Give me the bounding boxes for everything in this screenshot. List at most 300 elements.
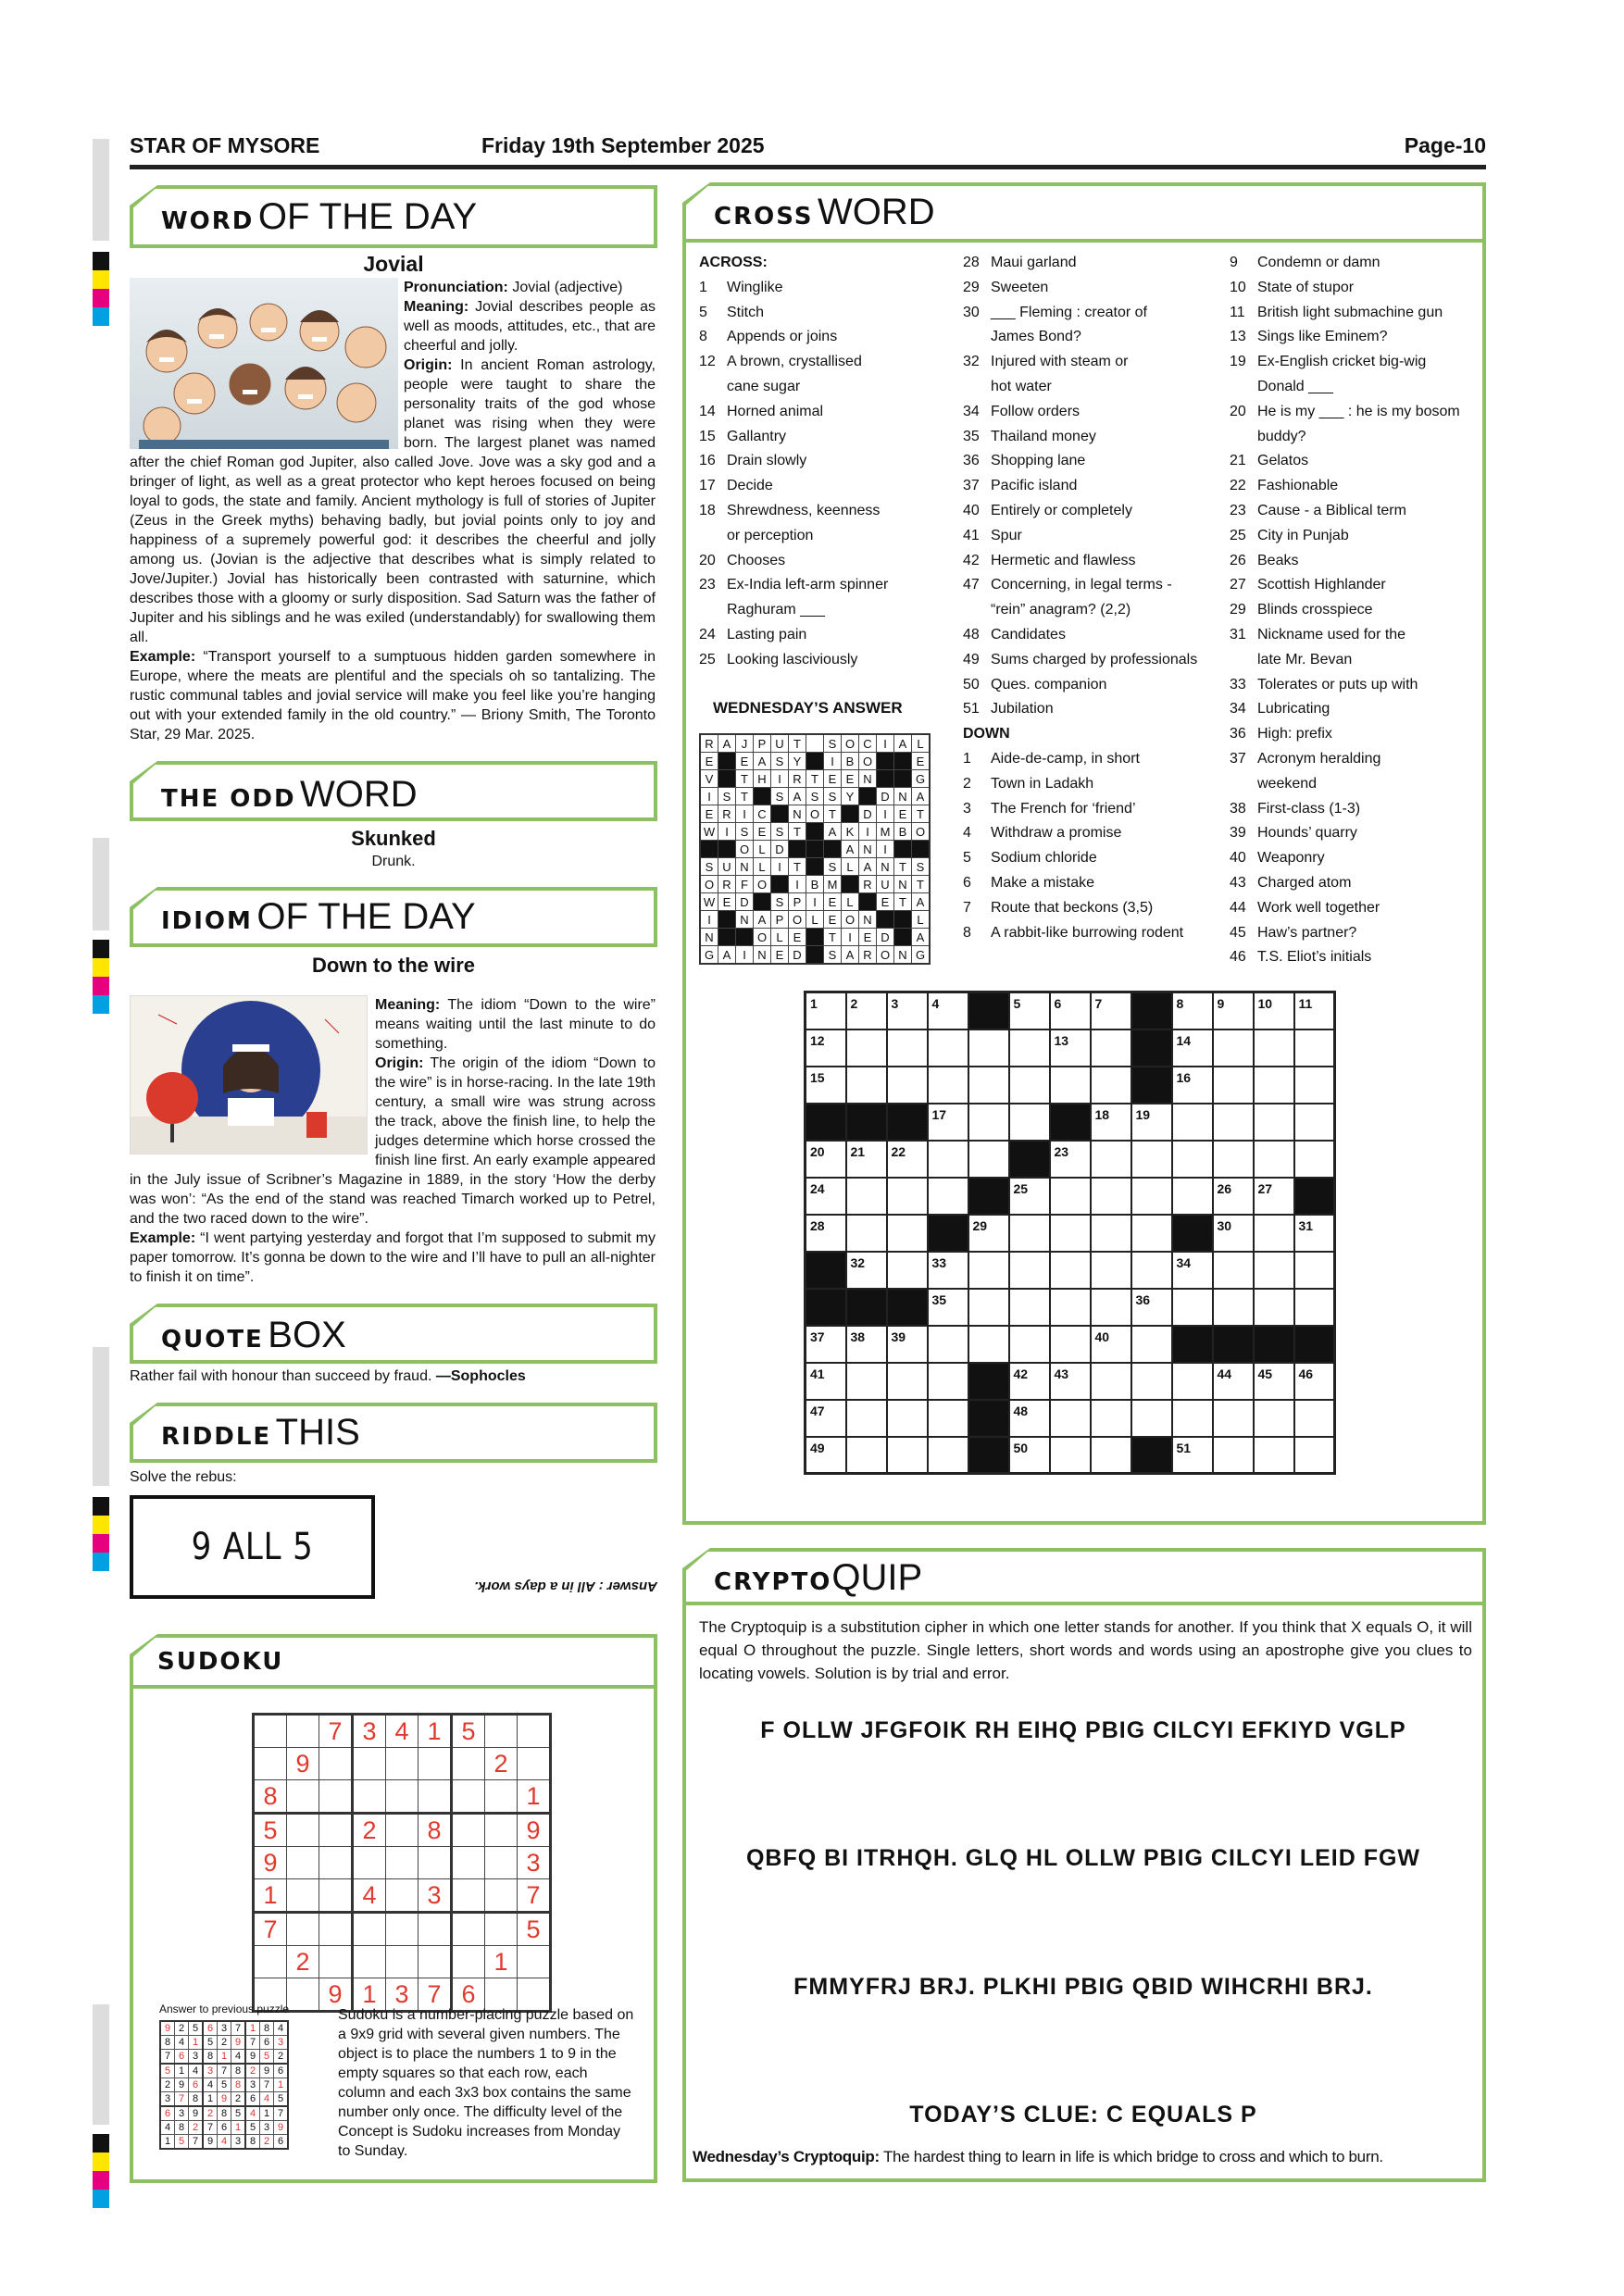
clue-item: 13 Sings like Eminem? — [1230, 329, 1388, 345]
crossword-cell[interactable] — [1294, 1067, 1335, 1104]
sudoku-cell[interactable] — [485, 1814, 518, 1847]
crossword-cell[interactable] — [1091, 1067, 1131, 1104]
crossword-black-cell — [968, 992, 1009, 1029]
answer-black-cell — [894, 929, 912, 946]
crossword-cell[interactable] — [1172, 1400, 1213, 1437]
print-mark-cyan — [93, 1553, 109, 1571]
sudoku-cell[interactable] — [353, 1913, 386, 1946]
crossword-cell[interactable] — [1131, 1326, 1172, 1363]
crossword-cell[interactable] — [1009, 1252, 1050, 1289]
prev-sudoku-cell: 6 — [245, 2092, 260, 2107]
sudoku-cell[interactable] — [485, 1847, 518, 1879]
crossword-cell[interactable] — [1009, 1067, 1050, 1104]
crossword-cell[interactable]: 32 — [846, 1252, 887, 1289]
crossword-cell[interactable]: 42 — [1009, 1363, 1050, 1400]
crossword-cell[interactable] — [846, 1400, 887, 1437]
crossword-cell[interactable] — [1050, 1326, 1091, 1363]
crossword-cell[interactable] — [1009, 1029, 1050, 1067]
crossword-black-cell — [1131, 992, 1172, 1029]
crossword-cell[interactable] — [887, 1029, 928, 1067]
sudoku-cell: 9 — [518, 1814, 551, 1847]
answer-cell: U — [771, 734, 789, 753]
crossword-cell[interactable] — [1091, 1141, 1131, 1178]
wed-cryptoquip: Wednesday’s Cryptoquip: The hardest thing to learn in life is which bridge to cross and which to burn. — [693, 2148, 1383, 2165]
clue-item: 23 Ex-India left-arm spinner — [699, 577, 889, 593]
sudoku-cell[interactable] — [485, 1780, 518, 1814]
answer-cell: N — [700, 929, 718, 946]
crossword-grid — [804, 991, 1336, 1475]
crossword-cell[interactable] — [928, 1400, 968, 1437]
crossword-cell[interactable] — [1294, 1289, 1335, 1326]
sudoku-cell[interactable] — [418, 1780, 452, 1814]
crossword-cell[interactable]: 10 — [1254, 992, 1294, 1029]
crossword-cell[interactable]: 29 — [968, 1215, 1009, 1252]
sudoku-cell[interactable] — [254, 1946, 287, 1978]
crossword-cell[interactable] — [1050, 1437, 1091, 1474]
sudoku-cell[interactable] — [452, 1913, 485, 1946]
answer-cell: I — [789, 876, 806, 893]
clue-item: 8 A rabbit-like burrowing rodent — [963, 924, 1184, 941]
rebus-text: 9 ALL 5 — [191, 1526, 314, 1568]
sudoku-cell: 9 — [254, 1847, 287, 1879]
crossword-cell[interactable] — [1091, 1252, 1131, 1289]
answer-cell: R — [789, 770, 806, 788]
crossword-cell[interactable] — [1172, 1104, 1213, 1141]
crossword-cell[interactable]: 41 — [806, 1363, 846, 1400]
answer-black-cell — [824, 841, 842, 858]
crossword-cell[interactable] — [1254, 1029, 1294, 1067]
crossword-cell[interactable] — [1254, 1104, 1294, 1141]
crossword-cell[interactable] — [928, 1363, 968, 1400]
sudoku-cell[interactable] — [287, 1715, 319, 1748]
crossword-cell[interactable]: 24 — [806, 1178, 846, 1215]
crossword-cell[interactable] — [1213, 1067, 1254, 1104]
crossword-cell[interactable]: 46 — [1294, 1363, 1335, 1400]
answer-black-cell — [912, 841, 931, 858]
sudoku-cell[interactable] — [353, 1780, 386, 1814]
crossword-cell[interactable]: 39 — [887, 1326, 928, 1363]
clue-item: 20 Chooses — [699, 552, 786, 568]
clue-item: 36 High: prefix — [1230, 726, 1332, 742]
sudoku-cell[interactable] — [452, 1847, 485, 1879]
prev-sudoku-cell: 1 — [175, 2064, 189, 2078]
prev-sudoku-cell: 9 — [203, 2135, 218, 2150]
sudoku-cell[interactable] — [353, 1946, 386, 1978]
answer-black-cell — [806, 858, 824, 876]
clue-item: 28 Maui garland — [963, 255, 1077, 270]
crossword-cell[interactable] — [968, 1141, 1009, 1178]
crossword-cell[interactable] — [1050, 1252, 1091, 1289]
crossword-cell[interactable]: 45 — [1254, 1363, 1294, 1400]
sudoku-cell[interactable] — [418, 1847, 452, 1879]
sudoku-cell[interactable] — [287, 1847, 319, 1879]
prev-sudoku-cell: 7 — [260, 2078, 274, 2092]
crossword-cell[interactable] — [1050, 1067, 1091, 1104]
crossword-cell[interactable] — [968, 1104, 1009, 1141]
sudoku-cell[interactable] — [287, 1978, 319, 2012]
crossword-cell[interactable]: 3 — [887, 992, 928, 1029]
clue-item: 8 Appends or joins — [699, 329, 838, 345]
crossword-cell[interactable]: 5 — [1009, 992, 1050, 1029]
crossword-cell[interactable] — [1213, 1141, 1254, 1178]
crossword-cell[interactable]: 14 — [1172, 1029, 1213, 1067]
sudoku-cell[interactable] — [386, 1814, 418, 1847]
crossword-cell[interactable] — [968, 1067, 1009, 1104]
sudoku-cell[interactable] — [518, 1715, 551, 1748]
crossword-cell[interactable]: 35 — [928, 1289, 968, 1326]
crossword-cell[interactable]: 9 — [1213, 992, 1254, 1029]
crossword-cell[interactable]: 20 — [806, 1141, 846, 1178]
crossword-cell[interactable]: 28 — [806, 1215, 846, 1252]
crossword-cell[interactable]: 34 — [1172, 1252, 1213, 1289]
crossword-cell[interactable] — [1009, 1215, 1050, 1252]
crossword-cell[interactable] — [1254, 1289, 1294, 1326]
sudoku-cell[interactable] — [418, 1913, 452, 1946]
crossword-cell[interactable] — [1131, 1215, 1172, 1252]
sudoku-cell[interactable] — [485, 1879, 518, 1913]
answer-cell: T — [789, 734, 806, 753]
sudoku-cell[interactable] — [452, 1748, 485, 1780]
crossword-cell[interactable] — [1294, 1104, 1335, 1141]
crossword-cell[interactable] — [1213, 1437, 1254, 1474]
crossword-cell[interactable] — [887, 1400, 928, 1437]
crossword-cell[interactable] — [968, 1289, 1009, 1326]
crossword-black-cell — [806, 1252, 846, 1289]
crossword-cell[interactable]: 47 — [806, 1400, 846, 1437]
crossword-cell[interactable]: 49 — [806, 1437, 846, 1474]
prev-sudoku-cell: 7 — [245, 2036, 260, 2050]
sudoku-cell[interactable] — [319, 1847, 353, 1879]
crossword-cell[interactable] — [928, 1067, 968, 1104]
answer-cell: T — [912, 876, 931, 893]
quote-heading: QUOTE BOX — [130, 1304, 657, 1364]
crossword-cell[interactable] — [1213, 1400, 1254, 1437]
answer-cell: P — [754, 734, 771, 753]
sudoku-cell[interactable] — [287, 1814, 319, 1847]
sudoku-cell[interactable] — [287, 1913, 319, 1946]
crossword-cell[interactable] — [1009, 1326, 1050, 1363]
sudoku-cell[interactable] — [418, 1946, 452, 1978]
crossword-cell[interactable] — [928, 1029, 968, 1067]
crossword-cell[interactable]: 12 — [806, 1029, 846, 1067]
crossword-cell[interactable]: 51 — [1172, 1437, 1213, 1474]
crossword-cell[interactable] — [1254, 1400, 1294, 1437]
clues-down-col3 — [1230, 251, 1484, 970]
answer-cell: S — [824, 734, 842, 753]
crossword-cell[interactable] — [1091, 1400, 1131, 1437]
crossword-cell[interactable]: 38 — [846, 1326, 887, 1363]
sudoku-cell[interactable] — [254, 1748, 287, 1780]
crossword-cell[interactable] — [1050, 1289, 1091, 1326]
sudoku-cell[interactable] — [319, 1748, 353, 1780]
clue-item: 46 T.S. Eliot’s initials — [1230, 949, 1372, 966]
prev-sudoku-cell: 3 — [231, 2135, 246, 2150]
crossword-black-cell — [1172, 1215, 1213, 1252]
crossword-cell[interactable] — [887, 1252, 928, 1289]
crossword-cell[interactable]: 37 — [806, 1326, 846, 1363]
crossword-cell[interactable]: 48 — [1009, 1400, 1050, 1437]
clue-item: 14 Horned animal — [699, 403, 824, 419]
sudoku-cell[interactable] — [287, 1780, 319, 1814]
crossword-cell[interactable] — [887, 1178, 928, 1215]
across-label: ACROSS: — [699, 255, 768, 270]
answer-cell: D — [877, 788, 894, 805]
sudoku-cell: 9 — [319, 1978, 353, 2012]
crossword-cell[interactable]: 1 — [806, 992, 846, 1029]
crossword-cell[interactable] — [1172, 1141, 1213, 1178]
print-mark-magenta — [93, 2171, 109, 2190]
crossword-cell[interactable] — [1254, 1437, 1294, 1474]
crossword-cell[interactable] — [1294, 1400, 1335, 1437]
prev-sudoku-cell: 8 — [218, 2106, 231, 2121]
odd-word-heading: THE ODD WORD — [130, 761, 657, 821]
sudoku-cell[interactable] — [254, 1715, 287, 1748]
crossword-cell[interactable]: 25 — [1009, 1178, 1050, 1215]
crossword-cell[interactable]: 6 — [1050, 992, 1091, 1029]
sudoku-cell[interactable] — [287, 1879, 319, 1913]
sudoku-cell: 1 — [485, 1946, 518, 1978]
crossword-cell[interactable] — [1091, 1289, 1131, 1326]
answer-black-cell — [877, 753, 894, 770]
crossword-cell[interactable] — [1172, 1289, 1213, 1326]
sudoku-cell[interactable] — [353, 1847, 386, 1879]
crossword-cell[interactable] — [1091, 1215, 1131, 1252]
prev-sudoku-cell: 4 — [260, 2092, 274, 2107]
answer-black-cell — [877, 770, 894, 788]
crossword-cell[interactable] — [1254, 1067, 1294, 1104]
crossword-cell[interactable] — [1131, 1252, 1172, 1289]
crossword-black-cell — [806, 1104, 846, 1141]
crossword-cell[interactable] — [968, 1252, 1009, 1289]
crossword-cell[interactable] — [846, 1029, 887, 1067]
clue-item: 41 Spur — [963, 527, 1022, 543]
crossword-black-cell — [1009, 1141, 1050, 1178]
prev-sudoku-cell: 3 — [203, 2064, 218, 2078]
sudoku-cell[interactable] — [386, 1780, 418, 1814]
crossword-cell[interactable] — [1091, 1437, 1131, 1474]
answer-cell: P — [789, 893, 806, 911]
crossword-cell[interactable]: 15 — [806, 1067, 846, 1104]
crossword-cell[interactable] — [1131, 1178, 1172, 1215]
crossword-cell[interactable]: 40 — [1091, 1326, 1131, 1363]
answer-cell: N — [859, 841, 877, 858]
clue-item: 32 Injured with steam or — [963, 354, 1129, 370]
sudoku-cell: 7 — [254, 1913, 287, 1946]
crossword-cell[interactable]: 7 — [1091, 992, 1131, 1029]
crossword-cell[interactable] — [1172, 1178, 1213, 1215]
crossword-cell[interactable]: 30 — [1213, 1215, 1254, 1252]
crossword-cell[interactable] — [968, 1326, 1009, 1363]
clue-item: 1 Aide-de-camp, in short — [963, 750, 1140, 767]
crossword-cell[interactable] — [1213, 1104, 1254, 1141]
crossword-cell[interactable] — [1009, 1104, 1050, 1141]
print-mark-cyan — [93, 307, 109, 326]
sudoku-cell[interactable] — [452, 1879, 485, 1913]
crossword-cell[interactable]: 16 — [1172, 1067, 1213, 1104]
clue-item: 21 Gelatos — [1230, 453, 1309, 469]
sudoku-cell[interactable] — [452, 1780, 485, 1814]
sudoku-cell[interactable] — [485, 1913, 518, 1946]
crossword-cell[interactable] — [887, 1215, 928, 1252]
crossword-cell[interactable] — [1294, 1141, 1335, 1178]
answer-cell: O — [700, 876, 718, 893]
clue-item: 6 Make a mistake — [963, 874, 1095, 891]
answer-cell: I — [859, 823, 877, 841]
cryptoquip-line-2: QBFQ BI ITRHQH. GLQ HL OLLW PBIG CILCYI LEID FGW — [745, 1845, 1421, 1871]
prev-sudoku-cell: 4 — [160, 2121, 175, 2135]
print-mark-bar — [93, 838, 109, 930]
sudoku-cell[interactable] — [518, 1748, 551, 1780]
crossword-cell[interactable] — [968, 1029, 1009, 1067]
prev-sudoku-cell: 5 — [218, 2078, 231, 2092]
crossword-cell[interactable]: 13 — [1050, 1029, 1091, 1067]
crossword-cell[interactable]: 8 — [1172, 992, 1213, 1029]
idiom-heading: IDIOM OF THE DAY — [130, 887, 657, 947]
sudoku-cell[interactable] — [452, 1946, 485, 1978]
crossword-cell[interactable]: 18 — [1091, 1104, 1131, 1141]
crossword-cell[interactable]: 23 — [1050, 1141, 1091, 1178]
sudoku-cell[interactable] — [319, 1780, 353, 1814]
sudoku-cell[interactable] — [386, 1946, 418, 1978]
crossword-cell[interactable] — [928, 1141, 968, 1178]
sudoku-cell: 7 — [518, 1879, 551, 1913]
answer-cell: E — [859, 929, 877, 946]
crossword-cell[interactable] — [887, 1363, 928, 1400]
crossword-cell[interactable] — [1294, 1029, 1335, 1067]
crossword-cell[interactable] — [1254, 1215, 1294, 1252]
crossword-cell[interactable]: 33 — [928, 1252, 968, 1289]
crossword-cell[interactable] — [1050, 1400, 1091, 1437]
crossword-cell[interactable] — [1009, 1289, 1050, 1326]
prev-sudoku-cell: 4 — [231, 2050, 246, 2065]
crossword-cell[interactable] — [846, 1363, 887, 1400]
crossword-cell[interactable]: 17 — [928, 1104, 968, 1141]
crossword-cell[interactable]: 4 — [928, 992, 968, 1029]
sudoku-cell: 4 — [353, 1879, 386, 1913]
crossword-cell[interactable] — [1213, 1029, 1254, 1067]
riddle-heading: RIDDLE THIS — [130, 1403, 657, 1463]
clue-item: cane sugar — [727, 378, 801, 394]
sudoku-cell[interactable] — [386, 1879, 418, 1913]
sudoku-cell[interactable] — [319, 1879, 353, 1913]
answer-cell: O — [912, 823, 931, 841]
sudoku-cell[interactable] — [418, 1748, 452, 1780]
crossword-cell[interactable] — [1254, 1141, 1294, 1178]
answer-cell: R — [700, 734, 718, 753]
crossword-cell[interactable]: 27 — [1254, 1178, 1294, 1215]
crossword-cell[interactable]: 11 — [1294, 992, 1335, 1029]
sudoku-cell[interactable] — [518, 1946, 551, 1978]
crossword-cell[interactable] — [846, 1215, 887, 1252]
answer-cell: S — [736, 823, 754, 841]
crossword-cell[interactable] — [846, 1067, 887, 1104]
sudoku-cell[interactable] — [386, 1847, 418, 1879]
crossword-cell[interactable] — [1131, 1141, 1172, 1178]
clue-item: 27 Scottish Highlander — [1230, 577, 1386, 593]
crossword-cell[interactable]: 2 — [846, 992, 887, 1029]
crossword-cell[interactable] — [1091, 1178, 1131, 1215]
crossword-cell[interactable] — [1213, 1289, 1254, 1326]
crossword-cell[interactable]: 36 — [1131, 1289, 1172, 1326]
prev-sudoku-cell: 8 — [231, 2078, 246, 2092]
answer-cell: V — [700, 770, 718, 788]
clue-item: 38 First-class (1-3) — [1230, 800, 1361, 817]
crossword-cell[interactable] — [1131, 1400, 1172, 1437]
prev-sudoku-cell: 3 — [260, 2121, 274, 2135]
prev-sudoku-cell: 3 — [218, 2021, 231, 2036]
crossword-cell[interactable] — [1050, 1215, 1091, 1252]
answer-cell: I — [718, 823, 736, 841]
sudoku-cell[interactable] — [319, 1814, 353, 1847]
clues-across-col2 — [963, 251, 1218, 945]
crossword-cell[interactable]: 19 — [1131, 1104, 1172, 1141]
page-number: Page-10 — [1404, 133, 1486, 157]
sudoku-cell[interactable] — [353, 1748, 386, 1780]
sudoku-cell[interactable] — [386, 1913, 418, 1946]
sudoku-cell[interactable] — [485, 1715, 518, 1748]
prev-sudoku-cell: 7 — [203, 2121, 218, 2135]
crossword-cell[interactable] — [928, 1178, 968, 1215]
crossword-cell[interactable] — [846, 1437, 887, 1474]
crossword-cell[interactable]: 44 — [1213, 1363, 1254, 1400]
crossword-cell[interactable]: 21 — [846, 1141, 887, 1178]
prev-sudoku-cell: 6 — [175, 2050, 189, 2065]
crossword-cell[interactable]: 50 — [1009, 1437, 1050, 1474]
answer-cell: T — [912, 805, 931, 823]
answer-cell: S — [771, 893, 789, 911]
sudoku-title: SUDOKU — [157, 1648, 284, 1676]
crossword-cell[interactable] — [1172, 1363, 1213, 1400]
sudoku-cell[interactable] — [452, 1814, 485, 1847]
crossword-cell[interactable]: 26 — [1213, 1178, 1254, 1215]
prev-sudoku-cell: 5 — [260, 2050, 274, 2065]
clue-item: late Mr. Bevan — [1257, 651, 1353, 668]
crossword-black-cell — [928, 1215, 968, 1252]
answer-cell: W — [700, 823, 718, 841]
answer-cell: N — [859, 770, 877, 788]
crossword-cell[interactable] — [1294, 1252, 1335, 1289]
crossword-cell[interactable] — [887, 1437, 928, 1474]
crossword-cell[interactable] — [1213, 1252, 1254, 1289]
crossword-cell[interactable] — [1254, 1252, 1294, 1289]
crossword-cell[interactable] — [887, 1067, 928, 1104]
crossword-cell[interactable] — [928, 1326, 968, 1363]
crossword-cell[interactable] — [1050, 1178, 1091, 1215]
sudoku-cell: 9 — [287, 1748, 319, 1780]
crossword-cell[interactable]: 22 — [887, 1141, 928, 1178]
clue-item: Donald ___ — [1257, 378, 1333, 394]
answer-cell: O — [859, 753, 877, 770]
clue-item: Raghuram ___ — [727, 602, 825, 618]
crossword-cell[interactable]: 31 — [1294, 1215, 1335, 1252]
crossword-cell[interactable] — [846, 1178, 887, 1215]
crossword-cell[interactable]: 43 — [1050, 1363, 1091, 1400]
prev-sudoku-cell: 3 — [175, 2106, 189, 2121]
prev-sudoku-cell: 6 — [274, 2135, 289, 2150]
answer-cell: L — [754, 858, 771, 876]
crossword-cell[interactable] — [1131, 1363, 1172, 1400]
sudoku-cell[interactable] — [386, 1748, 418, 1780]
crossword-cell[interactable] — [1091, 1363, 1131, 1400]
answer-black-cell — [754, 788, 771, 805]
crossword-cell[interactable] — [1091, 1029, 1131, 1067]
crossword-cell[interactable] — [1294, 1437, 1335, 1474]
clue-item: 16 Drain slowly — [699, 453, 807, 469]
crossword-cell[interactable] — [928, 1437, 968, 1474]
answer-cell: I — [806, 893, 824, 911]
sudoku-cell[interactable] — [319, 1913, 353, 1946]
sudoku-cell[interactable] — [319, 1946, 353, 1978]
